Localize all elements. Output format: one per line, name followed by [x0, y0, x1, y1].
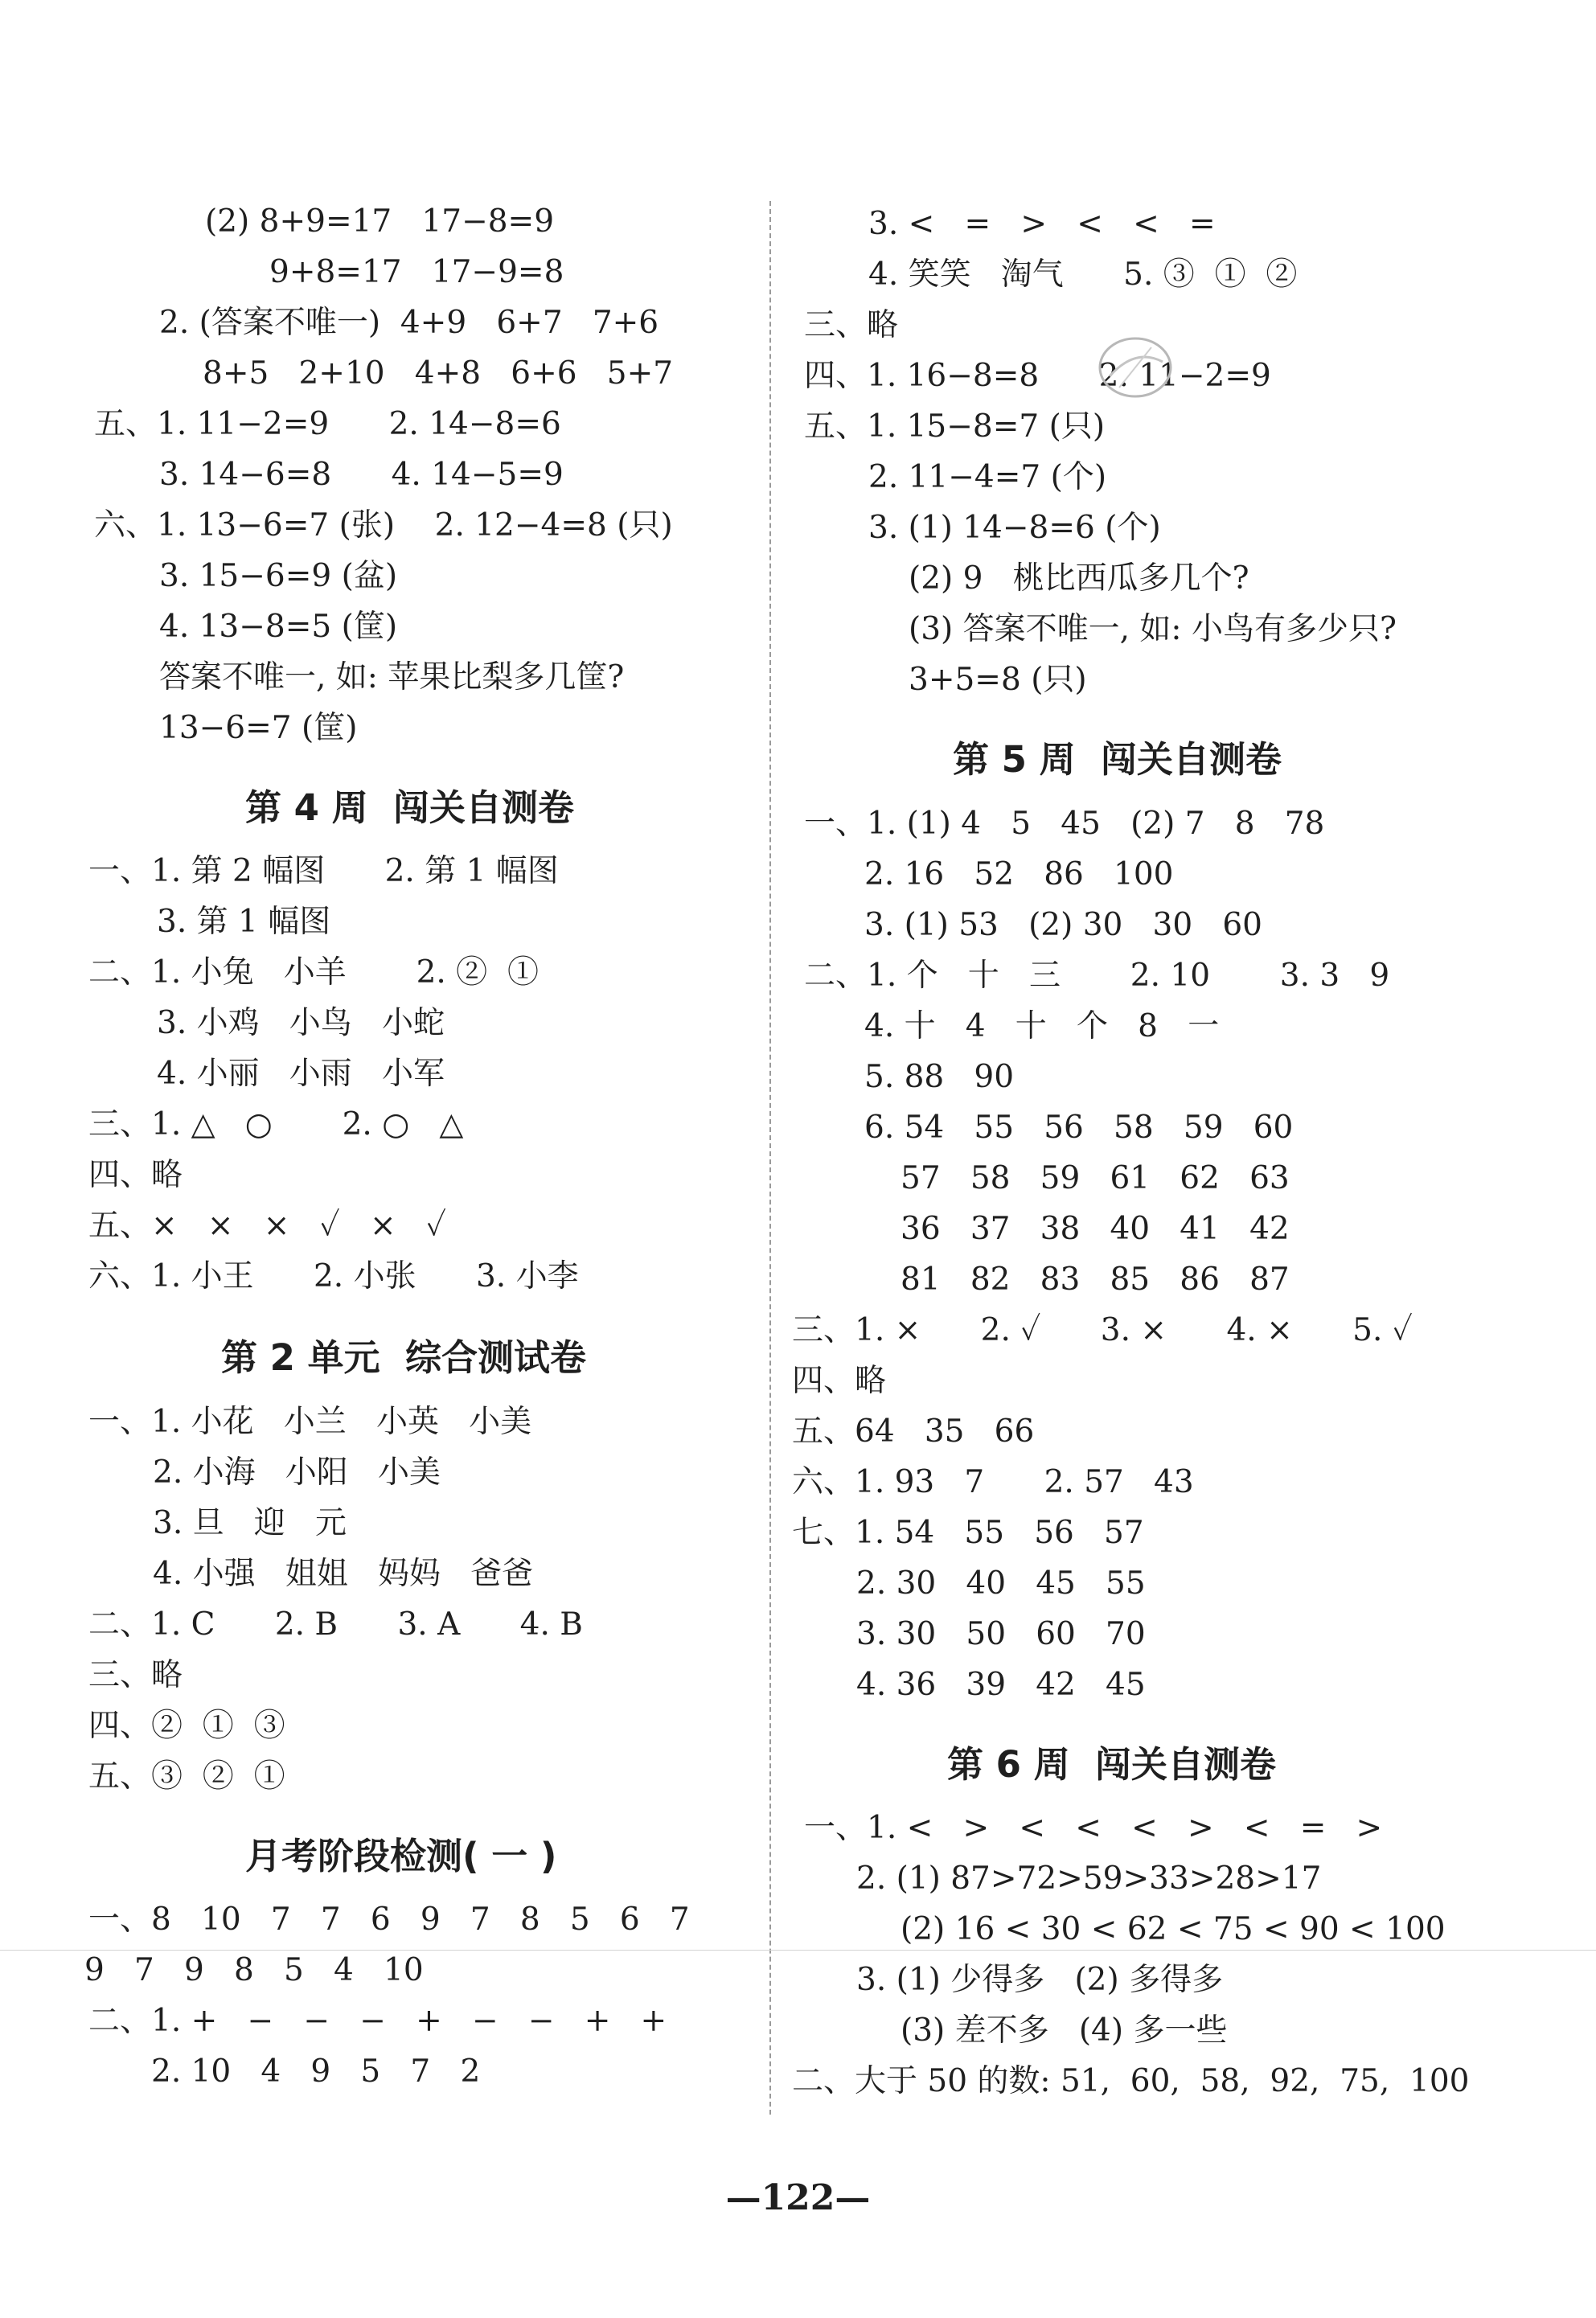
answer-line: 81 82 83 85 86 87: [901, 1262, 1290, 1298]
answer-line: 二、1. + − − − + − − + +: [88, 2003, 667, 2039]
answer-line: 9 7 9 8 5 4 10: [84, 1952, 424, 1988]
answer-line: 3. 第 1 幅图: [157, 904, 331, 940]
answer-line: (2) 9 桃比西瓜多几个?: [909, 560, 1249, 597]
column-divider: [769, 201, 771, 2115]
answer-line: 一、1. (1) 4 5 45 (2) 7 8 78: [804, 806, 1325, 842]
answer-line: 二、1. 小兔 小羊 2. ② ①: [88, 954, 539, 991]
answer-line: 七、1. 54 55 56 57: [792, 1515, 1144, 1551]
answer-line: 4. 笑笑 淘气 5. ③ ① ②: [868, 256, 1298, 293]
answer-line: 3. 15−6=9 (盆): [159, 558, 398, 594]
section-heading: 月考阶段检测( 一 ): [245, 1835, 557, 1877]
answer-line: 一、1. 第 2 幅图 2. 第 1 幅图: [88, 853, 559, 889]
answer-line: 8+5 2+10 4+8 6+6 5+7: [203, 355, 674, 392]
section-heading: 第 2 单元 综合测试卷: [221, 1336, 586, 1379]
answer-line: 六、1. 13−6=7 (张) 2. 12−4=8 (只): [94, 507, 673, 544]
answer-line: 三、1. × 2. ✓ 3. × 4. × 5. ✓: [792, 1312, 1413, 1348]
answer-line: 4. 十 4 十 个 8 一: [864, 1008, 1220, 1044]
answer-line: 3. (1) 53 (2) 30 30 60: [864, 907, 1262, 943]
answer-line: 2. 小海 小阳 小美: [153, 1454, 441, 1491]
answer-line: 4. 36 39 42 45: [856, 1667, 1146, 1703]
answer-line: 3. (1) 少得多 (2) 多得多: [856, 1962, 1224, 1998]
answer-line: 2. 10 4 9 5 7 2: [151, 2053, 481, 2090]
answer-line: 一、1. < > < < < > < = >: [804, 1810, 1383, 1846]
answer-line: 一、8 10 7 7 6 9 7 8 5 6 7: [88, 1902, 690, 1938]
answer-line: 2. (1) 87>72>59>33>28>17: [856, 1861, 1322, 1897]
answer-line: 5. 88 90: [864, 1059, 1015, 1095]
answer-line: 四、② ① ③: [88, 1708, 285, 1744]
answer-line: 二、1. 个 十 三 2. 10 3. 3 9: [804, 958, 1390, 994]
answer-line: 一、1. 小花 小兰 小英 小美: [88, 1404, 532, 1440]
answer-line: 六、1. 小王 2. 小张 3. 小李: [88, 1258, 579, 1294]
answer-line: (3) 差不多 (4) 多一些: [901, 2012, 1228, 2049]
answer-line: 2. 16 52 86 100: [864, 856, 1174, 892]
answer-line: 2. 30 40 45 55: [856, 1565, 1146, 1602]
answer-line: 6. 54 55 56 58 59 60: [864, 1110, 1294, 1146]
answer-line: 二、大于 50 的数: 51, 60, 58, 92, 75, 100: [792, 2063, 1470, 2099]
answer-line: 三、略: [88, 1657, 183, 1693]
answer-line: 五、1. 11−2=9 2. 14−8=6: [94, 406, 561, 442]
answer-line: 五、③ ② ①: [88, 1758, 285, 1795]
answer-line: 3. 小鸡 小鸟 小蛇: [157, 1005, 445, 1041]
page-number: —122—: [725, 2177, 871, 2218]
answer-line: 五、× × × ✓ × ✓: [88, 1208, 446, 1244]
answer-line: 三、略: [804, 307, 899, 343]
answer-line: 五、64 35 66: [792, 1413, 1035, 1450]
answer-line: (2) 16 < 30 < 62 < 75 < 90 < 100: [901, 1911, 1446, 1947]
answer-line: 3. < = > < < =: [868, 206, 1216, 242]
answer-line: 4. 小丽 小雨 小军: [157, 1056, 445, 1092]
answer-line: 三、1. △ ○ 2. ○ △: [88, 1106, 464, 1143]
answer-line: 五、1. 15−8=7 (只): [804, 408, 1106, 445]
section-heading: 第 4 周 闯关自测卷: [245, 786, 574, 829]
answer-line: 四、略: [792, 1363, 887, 1399]
watermark-stamp-icon: [1095, 331, 1175, 404]
answer-line: 57 58 59 61 62 63: [901, 1160, 1290, 1196]
answer-line: 2. 11−4=7 (个): [868, 459, 1107, 495]
answer-line: 3. (1) 14−8=6 (个): [868, 510, 1161, 546]
answer-line: 2. (答案不唯一) 4+9 6+7 7+6: [159, 305, 659, 341]
answer-line: 13−6=7 (筐): [159, 710, 358, 746]
answer-line: 3. 旦 迎 元: [153, 1505, 347, 1541]
answer-line: 六、1. 93 7 2. 57 43: [792, 1464, 1194, 1500]
answer-line: 3. 30 50 60 70: [856, 1616, 1146, 1652]
answer-line: 四、略: [88, 1157, 183, 1193]
answer-line: 4. 13−8=5 (筐): [159, 609, 398, 645]
answer-line: 9+8=17 17−9=8: [269, 254, 564, 290]
scan-fold-line: [0, 1950, 1596, 1951]
answer-line: (2) 8+9=17 17−8=9: [205, 203, 555, 240]
answer-line: 答案不唯一, 如: 苹果比梨多几筐?: [159, 659, 625, 695]
section-heading: 第 5 周 闯关自测卷: [953, 738, 1282, 781]
answer-line: 3. 14−6=8 4. 14−5=9: [159, 457, 564, 493]
answer-line: 4. 小强 姐姐 妈妈 爸爸: [153, 1556, 534, 1592]
answer-line: 二、1. C 2. B 3. A 4. B: [88, 1606, 583, 1643]
answer-line: 四、1. 16−8=8 2. 11−2=9: [804, 358, 1271, 394]
answer-line: (3) 答案不唯一, 如: 小鸟有多少只?: [909, 611, 1397, 647]
section-heading: 第 6 周 闯关自测卷: [947, 1743, 1276, 1786]
answer-line: 3+5=8 (只): [909, 662, 1087, 698]
answer-line: 36 37 38 40 41 42: [901, 1211, 1290, 1247]
